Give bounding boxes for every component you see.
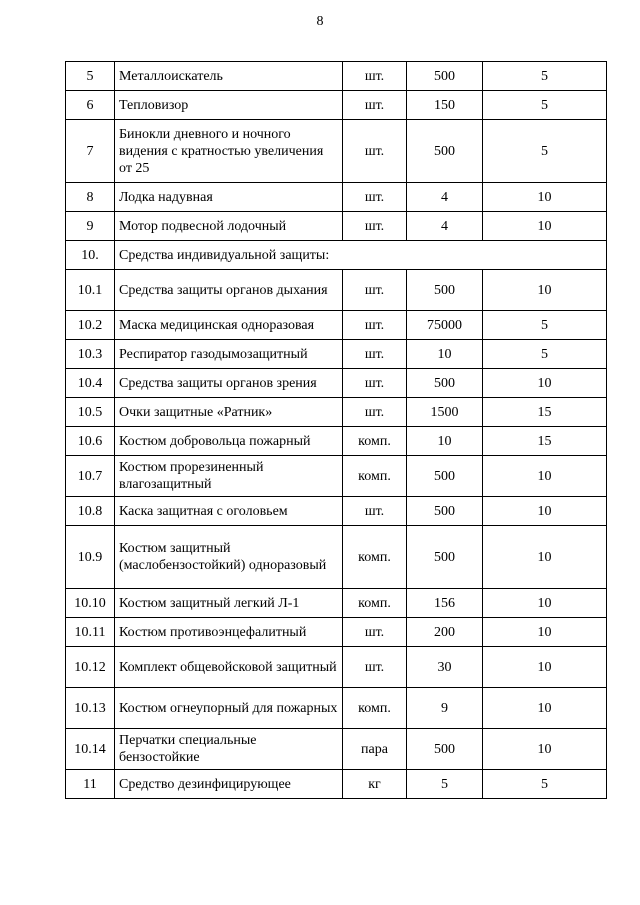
item-name: Металлоискатель (115, 62, 343, 91)
item-name: Костюм противоэнцефалитный (115, 618, 343, 647)
table-row (66, 497, 607, 526)
table-row (66, 340, 607, 369)
item-name: Костюм добровольца пожарный (115, 427, 343, 456)
item-quantity: 9 (407, 688, 483, 729)
item-unit: шт. (343, 311, 407, 340)
row-number: 5 (66, 62, 115, 91)
item-name: Мотор подвесной лодочный (115, 212, 343, 241)
item-value: 10 (483, 212, 607, 241)
row-number: 10.5 (66, 398, 115, 427)
item-unit: шт. (343, 369, 407, 398)
table-row (66, 270, 607, 311)
item-value: 5 (483, 120, 607, 183)
item-unit: комп. (343, 589, 407, 618)
item-unit: шт. (343, 270, 407, 311)
item-value: 5 (483, 62, 607, 91)
item-name: Средство дезинфицирующее (115, 770, 343, 799)
row-number: 10.4 (66, 369, 115, 398)
item-quantity: 500 (407, 62, 483, 91)
row-number: 10.14 (66, 729, 115, 770)
row-number: 10.11 (66, 618, 115, 647)
table-row (66, 456, 607, 497)
item-quantity: 10 (407, 340, 483, 369)
table-row (66, 91, 607, 120)
item-unit: шт. (343, 62, 407, 91)
item-quantity: 200 (407, 618, 483, 647)
item-name: Тепловизор (115, 91, 343, 120)
table-row (66, 729, 607, 770)
item-name: Очки защитные «Ратник» (115, 398, 343, 427)
table-row (66, 688, 607, 729)
row-number: 10.1 (66, 270, 115, 311)
row-number: 10.10 (66, 589, 115, 618)
item-value: 15 (483, 427, 607, 456)
item-value: 10 (483, 497, 607, 526)
item-quantity: 500 (407, 729, 483, 770)
row-number: 10.7 (66, 456, 115, 497)
item-value: 10 (483, 589, 607, 618)
item-unit: шт. (343, 120, 407, 183)
item-name: Костюм защитный легкий Л-1 (115, 589, 343, 618)
row-number: 10.3 (66, 340, 115, 369)
item-unit: шт. (343, 398, 407, 427)
item-value: 10 (483, 618, 607, 647)
table-row (66, 183, 607, 212)
table-row (66, 120, 607, 183)
item-quantity: 150 (407, 91, 483, 120)
item-value: 5 (483, 340, 607, 369)
item-name: Костюм огнеупорный для пожарных (115, 688, 343, 729)
item-unit: шт. (343, 212, 407, 241)
item-unit: шт. (343, 618, 407, 647)
item-name: Бинокли дневного и ночного видения с кратностью увеличения от 25 (115, 120, 343, 183)
item-quantity: 500 (407, 270, 483, 311)
item-quantity: 500 (407, 497, 483, 526)
item-value: 10 (483, 526, 607, 589)
items-table (65, 61, 607, 799)
row-number: 10.9 (66, 526, 115, 589)
table-row (66, 427, 607, 456)
table-row (66, 618, 607, 647)
item-unit: шт. (343, 497, 407, 526)
item-unit: кг (343, 770, 407, 799)
item-name: Перчатки специальные бензостойкие (115, 729, 343, 770)
row-number: 11 (66, 770, 115, 799)
item-quantity: 500 (407, 526, 483, 589)
item-value: 10 (483, 688, 607, 729)
item-value: 10 (483, 369, 607, 398)
page-number: 8 (316, 14, 324, 29)
item-quantity: 156 (407, 589, 483, 618)
item-quantity: 1500 (407, 398, 483, 427)
item-unit: пара (343, 729, 407, 770)
item-quantity: 30 (407, 647, 483, 688)
item-name: Костюм прорезиненный влагозащитный (115, 456, 343, 497)
row-number: 10.12 (66, 647, 115, 688)
item-value: 10 (483, 456, 607, 497)
item-unit: комп. (343, 526, 407, 589)
row-number: 8 (66, 183, 115, 212)
item-unit: шт. (343, 91, 407, 120)
table-row (66, 212, 607, 241)
item-unit: комп. (343, 456, 407, 497)
table-row (66, 311, 607, 340)
section-header-row (66, 241, 607, 270)
item-quantity: 75000 (407, 311, 483, 340)
item-quantity: 4 (407, 212, 483, 241)
item-value: 15 (483, 398, 607, 427)
item-value: 10 (483, 183, 607, 212)
item-quantity: 4 (407, 183, 483, 212)
item-name: Комплект общевойсковой защитный (115, 647, 343, 688)
table-row (66, 589, 607, 618)
item-quantity: 5 (407, 770, 483, 799)
item-value: 10 (483, 729, 607, 770)
table-row (66, 398, 607, 427)
table-row (66, 62, 607, 91)
item-unit: комп. (343, 427, 407, 456)
item-value: 10 (483, 647, 607, 688)
item-quantity: 500 (407, 369, 483, 398)
row-number: 9 (66, 212, 115, 241)
item-quantity: 500 (407, 456, 483, 497)
item-unit: шт. (343, 183, 407, 212)
item-value: 5 (483, 91, 607, 120)
item-name: Средства защиты органов зрения (115, 369, 343, 398)
item-name: Маска медицинская одноразовая (115, 311, 343, 340)
item-name: Каска защитная с оголовьем (115, 497, 343, 526)
item-unit: шт. (343, 340, 407, 369)
row-number: 10.2 (66, 311, 115, 340)
item-quantity: 10 (407, 427, 483, 456)
table-row (66, 526, 607, 589)
item-quantity: 500 (407, 120, 483, 183)
item-unit: комп. (343, 688, 407, 729)
item-name: Респиратор газодымозащитный (115, 340, 343, 369)
item-name: Средства защиты органов дыхания (115, 270, 343, 311)
item-value: 5 (483, 770, 607, 799)
item-value: 10 (483, 270, 607, 311)
table-row (66, 647, 607, 688)
item-name: Костюм защитный (маслобензостойкий) одноразовый (115, 526, 343, 589)
table-row (66, 770, 607, 799)
item-name: Лодка надувная (115, 183, 343, 212)
row-number: 10. (66, 241, 115, 270)
row-number: 10.6 (66, 427, 115, 456)
row-number: 10.13 (66, 688, 115, 729)
row-number: 10.8 (66, 497, 115, 526)
item-unit: шт. (343, 647, 407, 688)
item-value: 5 (483, 311, 607, 340)
table-row (66, 369, 607, 398)
section-title: Средства индивидуальной защиты: (115, 241, 607, 270)
row-number: 7 (66, 120, 115, 183)
row-number: 6 (66, 91, 115, 120)
